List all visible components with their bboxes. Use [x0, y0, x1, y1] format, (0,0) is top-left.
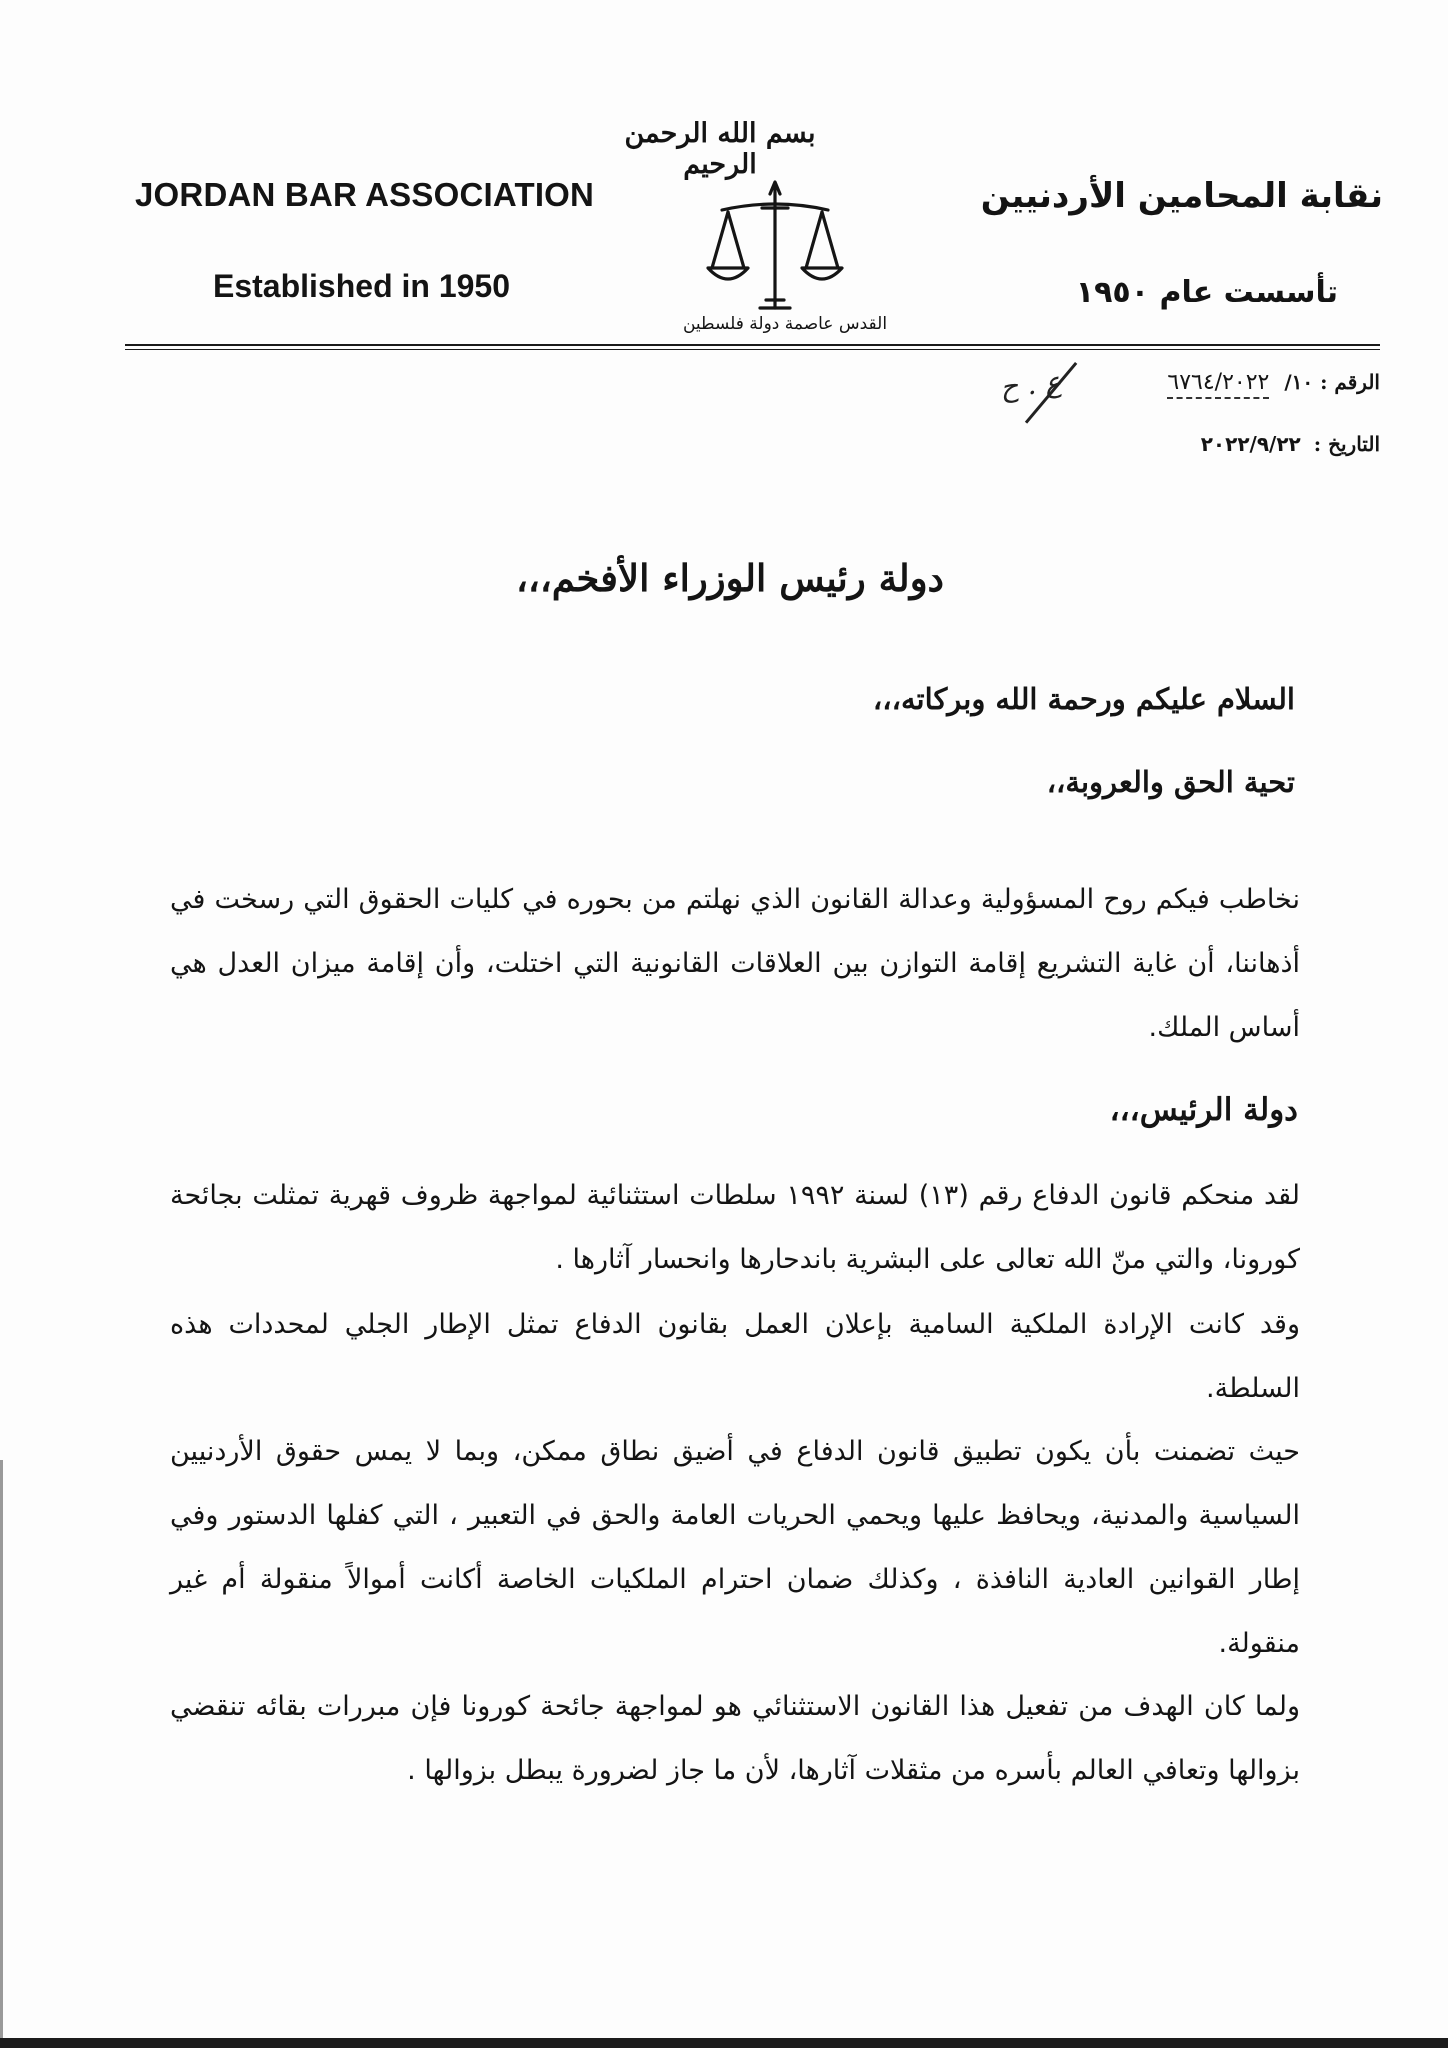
english-organization-name: JORDAN BAR ASSOCIATION: [135, 176, 595, 213]
handwritten-reference-note: ع . ح: [998, 364, 1064, 405]
letter-paragraph: لقد منحكم قانون الدفاع رقم (١٣) لسنة ١٩٩٢ سلطات استثنائية لمواجهة ظروف قهرية تمثلت بجائحة كورونا، والتي منّ الله تعالى على البشرية باندحارها وانحسار آثارها .: [170, 1180, 1300, 1275]
letter-addressee: دولة رئيس الوزراء الأفخم،،،: [515, 556, 945, 600]
scales-of-justice-icon: [700, 168, 850, 318]
header-divider-thin: [125, 349, 1380, 350]
reference-number: [1167, 370, 1380, 399]
scan-edge-right: [0, 1460, 3, 2040]
letter-paragraph: وقد كانت الإرادة الملكية السامية بإعلان العمل بقانون الدفاع تمثل الإطار الجلي لمحددات هذه السلطة.: [170, 1309, 1300, 1404]
arabic-established-line: تأسست عام ١٩٥٠: [1075, 275, 1338, 310]
scan-edge-bottom: [0, 2038, 1448, 2048]
letter-section-heading: دولة الرئيس،،،: [1109, 1092, 1298, 1128]
reference-date-label: التاريخ :: [1313, 432, 1380, 456]
reference-number-value: ٦٧٦٤/٢٠٢٢: [1167, 370, 1269, 399]
arabic-organization-name: نقابة المحامين الأردنيين: [980, 176, 1383, 216]
basmala: بسم الله الرحمن الرحيم: [624, 118, 816, 180]
reference-number-label: الرقم : ١٠/: [1284, 370, 1380, 394]
english-established-line: Established in 1950: [213, 268, 511, 304]
reference-date: [1201, 432, 1380, 456]
header-divider: [125, 344, 1380, 346]
letter-paragraph: نخاطب فيكم روح المسؤولية وعدالة القانون الذي نهلتم من بحوره في كليات الحقوق التي رسخت في أذهاننا، أن غاية التشريع إقامة التوازن بين العلاقات القانونية التي اختلت، وأن إقامة ميزان العدل هي أساس الملك.: [170, 884, 1300, 1043]
reference-date-value: ٢٠٢٢/٩/٢٢: [1200, 432, 1301, 456]
letter-paragraph: ولما كان الهدف من تفعيل هذا القانون الاستثنائي هو لمواجهة جائحة كورونا فإن مبررات بقائه تنقضي بزوالها وتعافي العالم بأسره من مثقلات آثارها، لأن ما جاز لضرورة يبطل بزوالها .: [170, 1691, 1300, 1786]
logo-caption: القدس عاصمة دولة فلسطين: [682, 314, 888, 334]
letter-salutation: تحية الحق والعروبة،،: [1046, 765, 1295, 799]
letter-paragraph: حيث تضمنت بأن يكون تطبيق قانون الدفاع في أضيق نطاق ممكن، وبما لا يمس حقوق الأردنيين السياسية والمدنية، ويحافظ عليها ويحمي الحريات العامة والحق في التعبير ، التي كفلها الدستور وفي إطار القوانين العادية النافذة ، وكذلك ضمان احترام الملكيات الخاصة أكانت أموالاً منقولة أم غير منقولة.: [170, 1436, 1300, 1659]
letter-greeting: السلام عليكم ورحمة الله وبركاته،،،: [872, 682, 1295, 716]
